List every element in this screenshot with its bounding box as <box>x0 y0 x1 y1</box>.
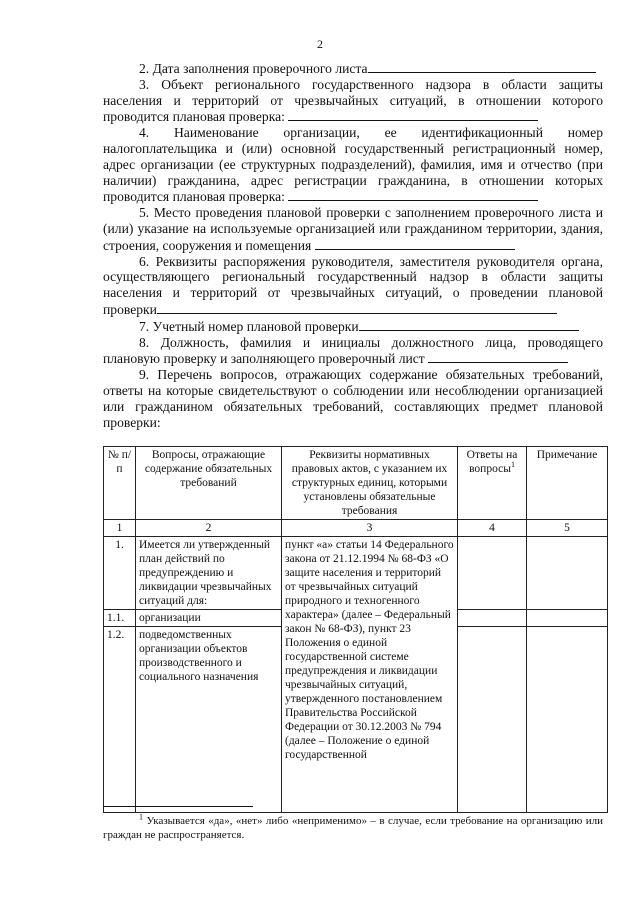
row-question: организации <box>136 610 282 627</box>
note-cell <box>527 537 608 610</box>
item-6: 6. Реквизиты распоряжения руководителя, заместителя руководителя органа, осуществляющего региональный государственный надзор в области защиты населения и территорий от чрезвычайных ситуаций, о проведении плановой проверки <box>103 253 603 317</box>
footnote-mark: 1 <box>139 812 143 822</box>
row-question: подведомственных организации объектов производственного и социального назначения <box>136 627 282 813</box>
row-number: 1. <box>104 537 136 610</box>
header-questions: Вопросы, отражающие содержание обязательных требований <box>136 447 282 520</box>
col-number: 3 <box>282 520 458 537</box>
col-number: 2 <box>136 520 282 537</box>
col-number: 1 <box>104 520 136 537</box>
page-number: 2 <box>317 37 323 51</box>
table-row <box>104 537 608 610</box>
item-5: 5. Место проведения плановой проверки с заполнением проверочного листа и (или) указание на используемые организацией или гражданином территории, здания, строения, сооружения и помещения <box>103 205 603 253</box>
note-cell <box>527 610 608 627</box>
item-8: 8. Должность, фамилия и инициалы должностного лица, проводящего плановую проверку и заполняющего проверочный лист <box>103 334 603 367</box>
footnote: $^1$ Указывается «да», «нет» либо «неприменимо» – в случае, если требование на организацию или граждан не распространяется. <box>103 812 603 841</box>
item-9: 9. Перечень вопросов, отражающих содержание обязательных требований, ответы на которые свидетельствуют о соблюдении или несоблюдении организацией или гражданином обязательных требований, составляющих предмет плановой проверки: <box>103 367 603 430</box>
item-7: 7. Учетный номер плановой проверки <box>103 318 603 335</box>
document-body <box>103 60 603 430</box>
header-requisites: Реквизиты нормативных правовых актов, с указанием их структурных единиц, которыми установлены обязательные требования <box>282 447 458 520</box>
row-number: 1.1. <box>104 610 136 627</box>
col-number: 5 <box>527 520 608 537</box>
item-4: 4. Наименование организации, ее идентификационный номер налогоплательщика и (или) основной государственный регистрационный номер, адрес организации (ее структурных подразделений), фамилия, имя и отчество (при наличии) гражданина, адрес регистрации гражданина, в отношении которых проводится плановая проверка: <box>103 125 603 205</box>
answer-cell <box>458 627 527 813</box>
answer-cell <box>458 610 527 627</box>
note-cell <box>527 627 608 813</box>
row-requisites: пункт «а» статьи 14 Федерального закона от 21.12.1994 № 68-ФЗ «О защите населения и территорий от чрезвычайных ситуаций природного и техногенного характера» (далее – Федеральный закон № 68-ФЗ), пункт 23 Положения о единой государственной системе предупреждения и ликвидации чрезвычайных ситуаций, утвержденного постановлением Правительства Российской Федерации от 30.12.2003 № 794 (далее – Положение о единой государственной <box>282 537 458 813</box>
row-question: Имеется ли утвержденный план действий по предупреждению и ликвидации чрезвычайных ситуаций для: <box>136 537 282 610</box>
header-note: Примечание <box>527 447 608 520</box>
answer-cell <box>458 537 527 610</box>
footnote-separator <box>103 806 253 807</box>
footnote-ref: 1 <box>510 460 515 470</box>
table-header-row <box>104 447 608 520</box>
checklist-table <box>103 446 608 813</box>
column-numbers-row <box>104 520 608 537</box>
item-3: 3. Объект регионального государственного надзора в области защиты населения и территорий от чрезвычайных ситуаций, в отношении которого проводится плановая проверка: <box>103 76 603 125</box>
row-number: 1.2. <box>104 627 136 813</box>
header-answers: Ответы на вопросы$^1$ <box>458 447 527 520</box>
header-num: № п/п <box>104 447 136 520</box>
col-number: 4 <box>458 520 527 537</box>
item-2: 2. Дата заполнения проверочного листа <box>103 60 603 77</box>
